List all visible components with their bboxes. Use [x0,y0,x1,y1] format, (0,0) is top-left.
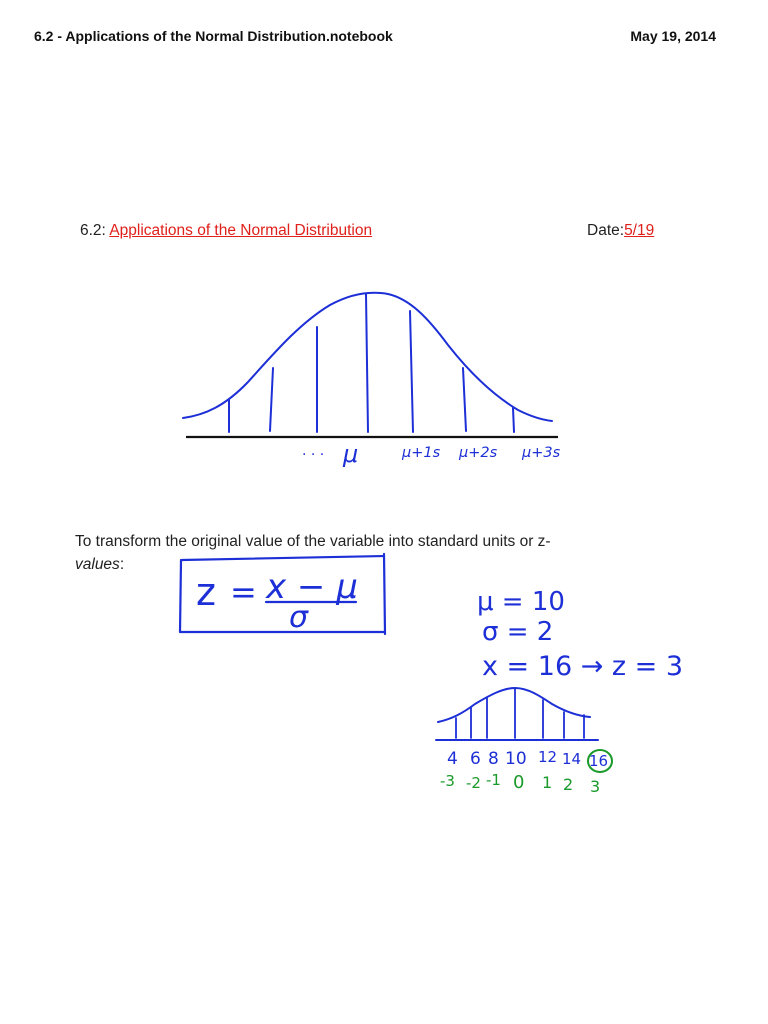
curve-label-mu-plus-1s: μ+1s [402,445,441,461]
division-line [463,368,466,431]
division-line [410,311,413,432]
z-value-label: 0 [513,772,525,793]
normal-curve-diagram [183,293,561,468]
formula-equals: = [230,573,257,611]
z-formula-box [180,554,385,635]
z-value-label: 1 [542,773,553,792]
curve-label-mu-plus-2s: μ+2s [459,445,498,461]
small-bell-curve [438,688,590,722]
section-date-value: 5/19 [624,222,655,239]
formula-denominator: σ [289,600,309,635]
z-value-label: 2 [563,775,574,794]
z-value-label: -1 [486,771,501,789]
document-title: 6.2 - Applications of the Normal Distribution.notebook [34,28,393,44]
x-value-label: 14 [562,750,582,768]
small-normal-curve-diagram [436,688,612,796]
section-number: 6.2: [80,222,106,239]
section-title: Applications of the Normal Distribution [109,222,373,239]
worked-example [477,587,683,682]
formula-z: z [196,570,216,614]
division-line [513,408,514,432]
transform-text-line1: To transform the original value of the variable into standard units or z- [75,533,551,550]
x-value-label: 8 [488,749,499,769]
formula-numerator: x − μ [266,567,358,607]
x-value-label: 6 [470,749,481,769]
x-value-label: 4 [447,749,458,769]
x-value-label: 16 [589,752,609,770]
z-value-label: -3 [440,772,455,790]
x-value-label: 10 [505,749,527,769]
example-mu: μ = 10 [477,587,565,617]
z-value-label: -2 [466,774,481,792]
document-date: May 19, 2014 [630,28,716,44]
curve-label-mu-plus-3s: μ+3s [522,445,561,461]
values-word: values [75,556,120,573]
x-value-label: 12 [538,748,558,766]
values-colon: : [119,556,125,573]
z-value-label: 3 [590,777,601,796]
section-date-label: Date: [587,222,625,239]
mean-line [366,294,368,432]
example-x-to-z: x = 16 → z = 3 [482,651,684,682]
curve-label-dots: · · · [302,447,325,463]
division-line [270,368,273,431]
curve-label-mu: μ [343,440,359,468]
example-sigma: σ = 2 [482,617,554,647]
